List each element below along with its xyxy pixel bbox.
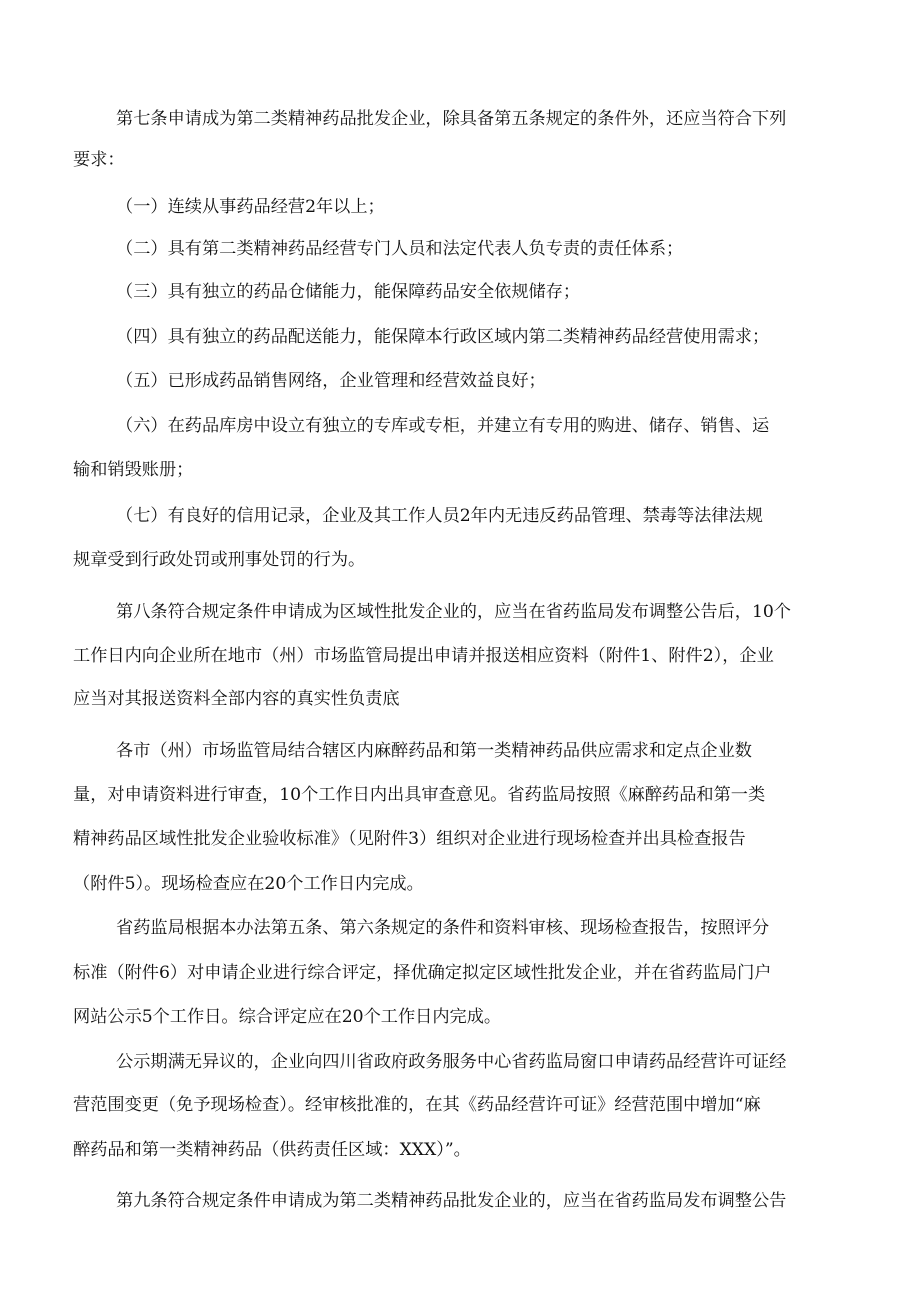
article7-item-6-line-1: （六）在药品库房中设立有独立的专库或专柜，并建立有专用的购进、储存、销售、运 [116, 416, 770, 436]
article8-line-2: 工作日内向企业所在地市（州）市场监管局提出申请并报送相应资料（附件1、附件2），企业 [73, 646, 774, 666]
province-paragraph-line-1: 省药监局根据本办法第五条、第六条规定的条件和资料审核、现场检查报告，按照评分 [116, 918, 770, 938]
publicity-paragraph-line-3: 醉药品和第一类精神药品（供药责任区域：XXX）”。 [73, 1140, 471, 1160]
article7-item-7-line-1: （七）有良好的信用记录，企业及其工作人员2年内无违反药品管理、禁毒等法律法规 [116, 506, 763, 526]
article7-item-3: （三）具有独立的药品仓储能力，能保障药品安全依规储存； [116, 282, 581, 302]
article7-line-1: 第七条申请成为第二类精神药品批发企业，除具备第五条规定的条件外，还应当符合下列 [116, 109, 787, 129]
article7-item-2: （二）具有第二类精神药品经营专门人员和法定代表人负专责的责任体系； [116, 239, 684, 259]
city-paragraph-line-3: 精神药品区域性批发企业验收标准》（见附件3）组织对企业进行现场检查并出具检查报告 [73, 829, 746, 849]
article7-item-5: （五）已形成药品销售网络，企业管理和经营效益良好； [116, 371, 546, 391]
article8-line-3: 应当对其报送资料全部内容的真实性负责底 [73, 689, 400, 709]
article7-item-4: （四）具有独立的药品配送能力，能保障本行政区域内第二类精神药品经营使用需求； [116, 327, 770, 347]
article8-line-1: 第八条符合规定条件申请成为区域性批发企业的，应当在省药监局发布调整公告后，10个 [116, 602, 791, 622]
city-paragraph-line-4: （附件5）。现场检查应在20个工作日内完成。 [73, 874, 424, 894]
article9-line-1: 第九条符合规定条件申请成为第二类精神药品批发企业的，应当在省药监局发布调整公告 [116, 1191, 787, 1211]
publicity-paragraph-line-2: 营范围变更（免予现场检查）。经审核批准的，在其《药品经营许可证》经营范围中增加“麻 [73, 1095, 761, 1115]
city-paragraph-line-2: 量，对申请资料进行审查，10个工作日内出具审查意见。省药监局按照《麻醉药品和第一类 [73, 785, 766, 805]
article7-line-2: 要求： [73, 150, 125, 170]
article7-item-1: （一）连续从事药品经营2年以上； [116, 197, 385, 217]
city-paragraph-line-1: 各市（州）市场监管局结合辖区内麻醉药品和第一类精神药品供应需求和定点企业数 [116, 741, 752, 761]
article7-item-6-line-2: 输和销毁账册； [73, 460, 194, 480]
province-paragraph-line-3: 网站公示5个工作日。综合评定应在20个工作日内完成。 [73, 1007, 502, 1027]
province-paragraph-line-2: 标准（附件6）对申请企业进行综合评定，择优确定拟定区域性批发企业，并在省药监局门户 [73, 963, 772, 983]
article7-item-7-line-2: 规章受到行政处罚或刑事处罚的行为。 [73, 550, 366, 570]
publicity-paragraph-line-1: 公示期满无异议的，企业向四川省政府政务服务中心省药监局窗口申请药品经营许可证经 [116, 1052, 787, 1072]
